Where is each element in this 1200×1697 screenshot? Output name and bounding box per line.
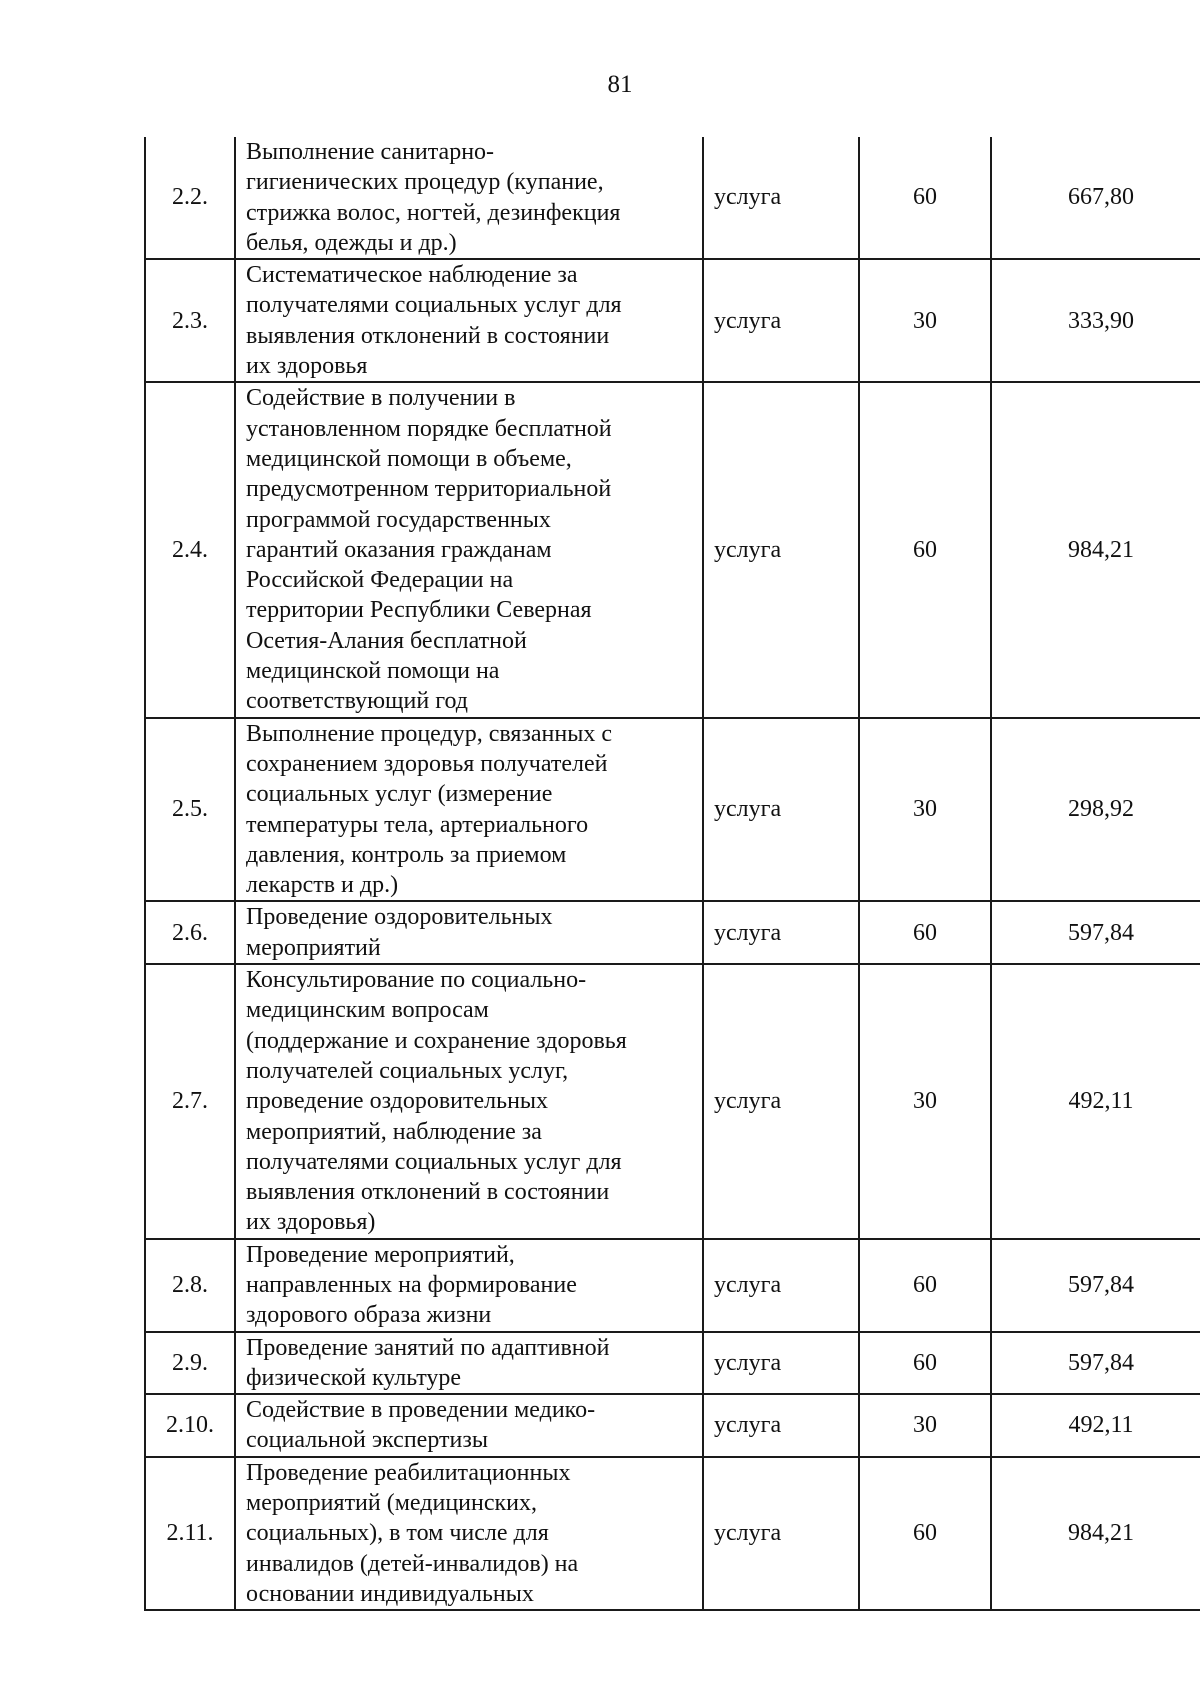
services-table <box>144 137 1200 1611</box>
service-name-cell: Систематическое наблюдение за получателями социальных услуг для выявления отклонений в состоянии их здоровья <box>235 259 703 382</box>
price-cell: 333,90 <box>991 259 1200 382</box>
price-cell: 597,84 <box>991 901 1200 964</box>
quantity-cell: 30 <box>859 718 991 902</box>
table-row <box>145 259 1200 382</box>
price-cell: 597,84 <box>991 1332 1200 1395</box>
price-cell: 984,21 <box>991 1457 1200 1610</box>
quantity-cell: 60 <box>859 137 991 259</box>
quantity-cell: 60 <box>859 1332 991 1395</box>
price-cell: 298,92 <box>991 718 1200 902</box>
row-number-cell: 2.5. <box>145 718 235 902</box>
service-name-cell: Проведение мероприятий, направленных на формирование здорового образа жизни <box>235 1239 703 1332</box>
quantity-cell: 30 <box>859 259 991 382</box>
table-row <box>145 901 1200 964</box>
table-row <box>145 718 1200 902</box>
table-row <box>145 1457 1200 1610</box>
table-row <box>145 1394 1200 1457</box>
quantity-cell: 30 <box>859 1394 991 1457</box>
table-row <box>145 382 1200 717</box>
table-row <box>145 1332 1200 1395</box>
unit-cell: услуга <box>703 901 859 964</box>
service-name-cell: Содействие в получении в установленном порядке бесплатной медицинской помощи в объеме, предусмотренном территориальной программой государственных гарантий оказания гражданам Российской Федерации на территории Республики Северная Осетия-Алания бесплатной медицинской помощи на соответствующий год <box>235 382 703 717</box>
row-number-cell: 2.6. <box>145 901 235 964</box>
table-row <box>145 964 1200 1239</box>
unit-cell: услуга <box>703 137 859 259</box>
service-name-cell: Выполнение санитарно- гигиенических процедур (купание, стрижка волос, ногтей, дезинфекция белья, одежды и др.) <box>235 137 703 259</box>
unit-cell: услуга <box>703 259 859 382</box>
quantity-cell: 60 <box>859 1457 991 1610</box>
service-name-cell: Проведение занятий по адаптивной физической культуре <box>235 1332 703 1395</box>
row-number-cell: 2.10. <box>145 1394 235 1457</box>
quantity-cell: 60 <box>859 382 991 717</box>
unit-cell: услуга <box>703 1394 859 1457</box>
table-row <box>145 1239 1200 1332</box>
quantity-cell: 60 <box>859 901 991 964</box>
price-cell: 597,84 <box>991 1239 1200 1332</box>
row-number-cell: 2.9. <box>145 1332 235 1395</box>
service-name-cell: Консультирование по социально- медицинским вопросам (поддержание и сохранение здоровья получателей социальных услуг, проведение оздоровительных мероприятий, наблюдение за получателями социальных услуг для выявления отклонений в состоянии их здоровья) <box>235 964 703 1239</box>
row-number-cell: 2.11. <box>145 1457 235 1610</box>
unit-cell: услуга <box>703 1239 859 1332</box>
unit-cell: услуга <box>703 382 859 717</box>
unit-cell: услуга <box>703 1332 859 1395</box>
row-number-cell: 2.7. <box>145 964 235 1239</box>
service-name-cell: Содействие в проведении медико- социальной экспертизы <box>235 1394 703 1457</box>
unit-cell: услуга <box>703 1457 859 1610</box>
row-number-cell: 2.4. <box>145 382 235 717</box>
row-number-cell: 2.8. <box>145 1239 235 1332</box>
service-name-cell: Проведение реабилитационных мероприятий (медицинских, социальных), в том числе для инвалидов (детей-инвалидов) на основании индивидуальных <box>235 1457 703 1610</box>
price-cell: 492,11 <box>991 964 1200 1239</box>
quantity-cell: 30 <box>859 964 991 1239</box>
row-number-cell: 2.2. <box>145 137 235 259</box>
unit-cell: услуга <box>703 964 859 1239</box>
quantity-cell: 60 <box>859 1239 991 1332</box>
price-cell: 492,11 <box>991 1394 1200 1457</box>
table-row <box>145 137 1200 259</box>
price-cell: 984,21 <box>991 382 1200 717</box>
row-number-cell: 2.3. <box>145 259 235 382</box>
services-table-body <box>145 137 1200 1610</box>
service-name-cell: Выполнение процедур, связанных с сохранением здоровья получателей социальных услуг (измерение температуры тела, артериального давления, контроль за приемом лекарств и др.) <box>235 718 703 902</box>
page-number: 81 <box>607 71 633 98</box>
unit-cell: услуга <box>703 718 859 902</box>
service-name-cell: Проведение оздоровительных мероприятий <box>235 901 703 964</box>
price-cell: 667,80 <box>991 137 1200 259</box>
